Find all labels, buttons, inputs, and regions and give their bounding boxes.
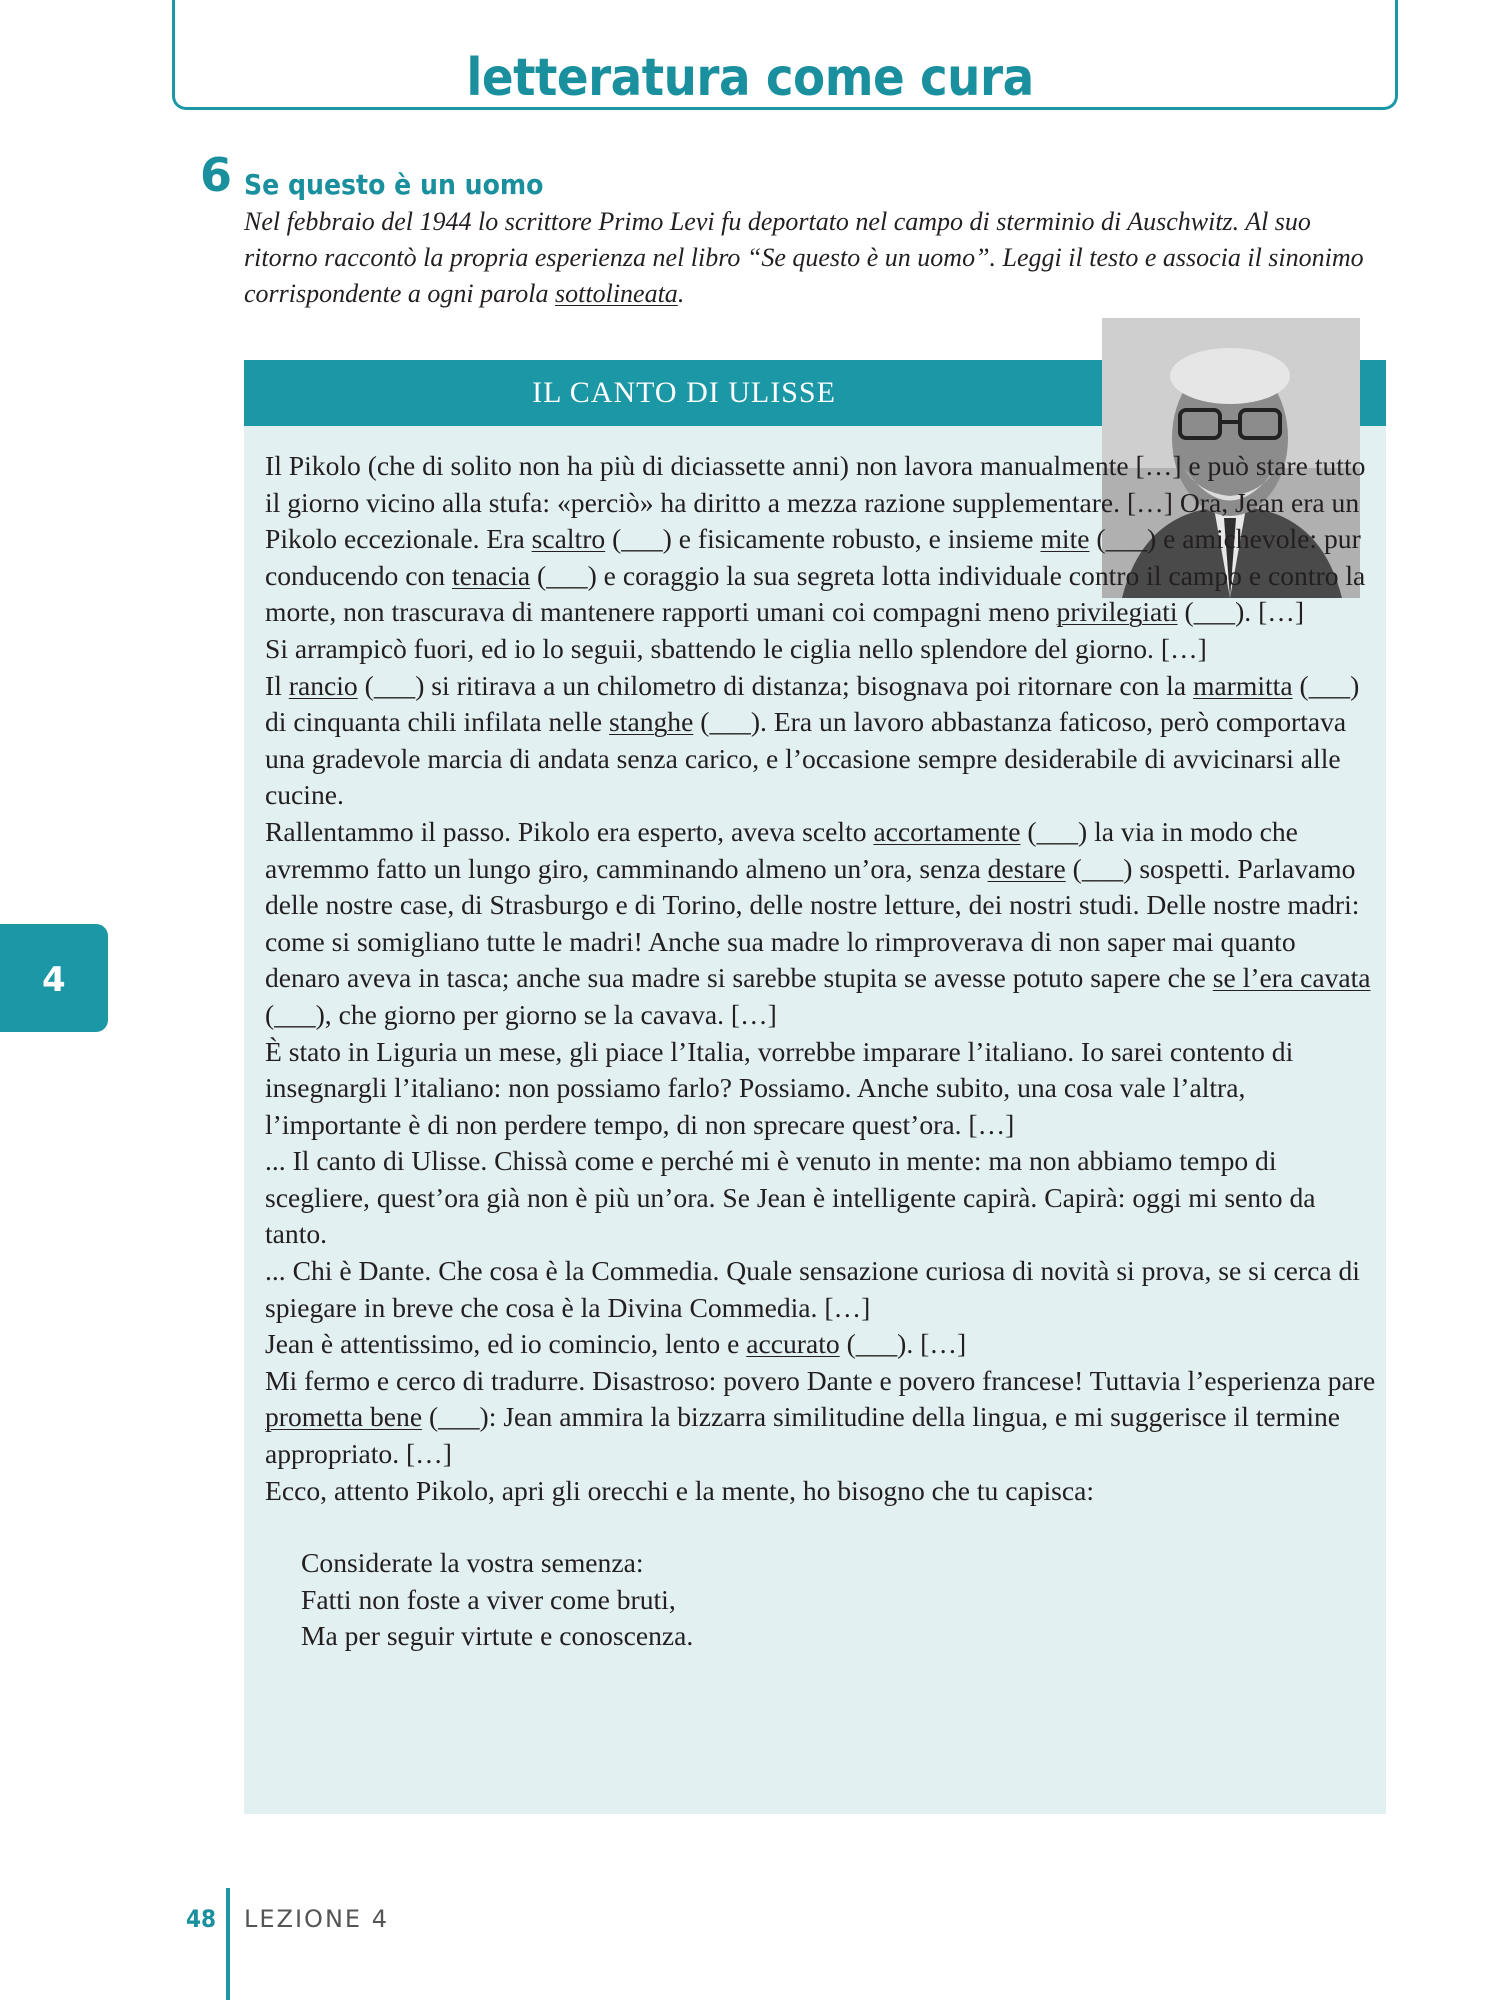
paragraph: È stato in Liguria un mese, gli piace l’Italia, vorrebbe imparare l’italiano. Io sarei contento di insegnargli l’italiano: non possiamo farlo? Possiamo. Anche subito, una cosa vale l’altra, l’importante è di non perdere tempo, di non sprecare quest’ora. […]	[265, 1035, 1294, 1140]
underlined-word: tenacia	[451, 559, 531, 591]
lesson-label: LEZIONE 4	[244, 1905, 389, 1933]
answer-blank[interactable]: (___)	[265, 998, 325, 1030]
poem-line: Considerate la vostra semenza:	[301, 1547, 644, 1579]
underlined-word: privilegiati	[1056, 596, 1178, 628]
answer-blank[interactable]: (___)	[846, 1328, 907, 1360]
underlined-word: marmitta	[1192, 669, 1293, 701]
underlined-word: destare	[987, 852, 1066, 884]
underlined-word: mite	[1040, 523, 1090, 555]
page-title: letteratura come cura	[466, 48, 1034, 108]
paragraph: Mi fermo e cerco di tradurre. Disastroso: povero Dante e povero francese! Tuttavia l’esperienza pare prometta bene (___): Jean ammira la bizzarra similitudine della lingua, e mi suggerisce il termine appropriato. […]	[265, 1364, 1376, 1470]
answer-blank[interactable]: (___)	[537, 559, 597, 591]
answer-blank[interactable]: (___)	[428, 1401, 489, 1433]
underlined-word: scaltro	[531, 523, 606, 555]
footer-divider	[226, 1888, 230, 2000]
paragraph: ... Chi è Dante. Che cosa è la Commedia. Quale sensazione curiosa di novità si prova, se si cerca di spiegare in breve che cosa è la Divina Commedia. […]	[265, 1255, 1360, 1323]
paragraph: ... Il canto di Ulisse. Chissà come e perché mi è venuto in mente: ma non abbiamo tempo di scegliere, quest’ora già non è più un’ora. Se Jean è intelligente capirà. Capirà: oggi mi sento da tanto.	[265, 1145, 1316, 1250]
answer-blank[interactable]: (___)	[1299, 669, 1360, 701]
paragraph: Il Pikolo (che di solito non ha più di diciassette anni) non lavora manualmente […] e può stare tutto il giorno vicino alla stufa: «perciò» ha diritto a mezza razione supplementare. […] Ora, Jean era un Pikolo eccezionale. Era scaltro (___) e fisicamente robusto, e insieme mite (___) e amichevole: pur conducendo con tenacia (___) e coraggio la sua segreta lotta individuale contro il campo e contro la morte, non trascurava di mantenere rapporti umani coi compagni meno privilegiati (___). […]	[265, 450, 1366, 628]
answer-blank[interactable]: (___)	[364, 669, 425, 701]
paragraph: Il rancio (___) si ritirava a un chilometro di distanza; bisognava poi ritornare con la marmitta (___) di cinquanta chili infilata nelle stanghe (___). Era un lavoro abbastanza faticoso, però comportava una gradevole marcia di andata senza carico, e l’occasione sempre desiderabile di avvicinarsi alle cucine.	[265, 669, 1360, 811]
chapter-tab-label: 4	[42, 960, 66, 1000]
answer-blank[interactable]: (___)	[1184, 596, 1245, 628]
underlined-word: accurato	[746, 1328, 840, 1360]
paragraph: Ecco, attento Pikolo, apri gli orecchi e la mente, ho bisogno che tu capisca:	[265, 1474, 1095, 1506]
underlined-word: accortamente	[873, 815, 1021, 847]
answer-blank[interactable]: (___)	[1096, 523, 1157, 555]
answer-blank[interactable]: (___)	[700, 706, 761, 738]
underlined-word: rancio	[288, 669, 358, 701]
answer-blank[interactable]: (___)	[1072, 852, 1133, 884]
answer-blank[interactable]: (___)	[612, 523, 672, 555]
underlined-word: prometta bene	[265, 1401, 423, 1433]
reading-title: IL CANTO DI ULISSE	[532, 376, 836, 409]
exercise-instructions: Nel febbraio del 1944 lo scrittore Primo Levi fu deportato nel campo di sterminio di Auschwitz. Al suo ritorno raccontò la propria esperienza nel libro “Se questo è un uomo”. Leggi il testo e associa il sinonimo corrispondente a ogni parola sottolineata.	[244, 207, 1364, 308]
reading-text	[265, 448, 1377, 1655]
poem-line: Fatti non foste a viver come bruti,	[301, 1583, 676, 1615]
underlined-word: stanghe	[609, 706, 694, 738]
paragraph: Rallentammo il passo. Pikolo era esperto, aveva scelto accortamente (___) la via in modo che avremmo fatto un lungo giro, camminando almeno un’ora, senza destare (___) sospetti. Parlavamo delle nostre case, di Strasburgo e di Torino, delle nostre letture, dei nostri studi. Delle nostre madri: come si somigliano tutte le madri! Anche sua madre lo rimproverava di non saper mai quanto denaro aveva in tasca; anche sua madre si sarebbe stupita se avesse potuto sapere che se l’era cavata (___), che giorno per giorno se la cavava. […]	[265, 815, 1371, 1030]
paragraph: Si arrampicò fuori, ed io lo seguii, sbattendo le ciglia nello splendore del giorno. […]	[265, 632, 1207, 664]
paragraph: Jean è attentissimo, ed io comincio, lento e accurato (___). […]	[265, 1328, 967, 1360]
poem-quote	[265, 1545, 1377, 1655]
answer-blank[interactable]: (___)	[1027, 815, 1088, 847]
poem-line: Ma per seguir virtute e conoscenza.	[301, 1620, 694, 1652]
exercise-title: Se questo è un uomo	[244, 168, 544, 201]
exercise-number: 6	[200, 148, 233, 202]
page-number: 48	[186, 1905, 217, 1933]
underlined-word: se l’era cavata	[1212, 962, 1371, 994]
